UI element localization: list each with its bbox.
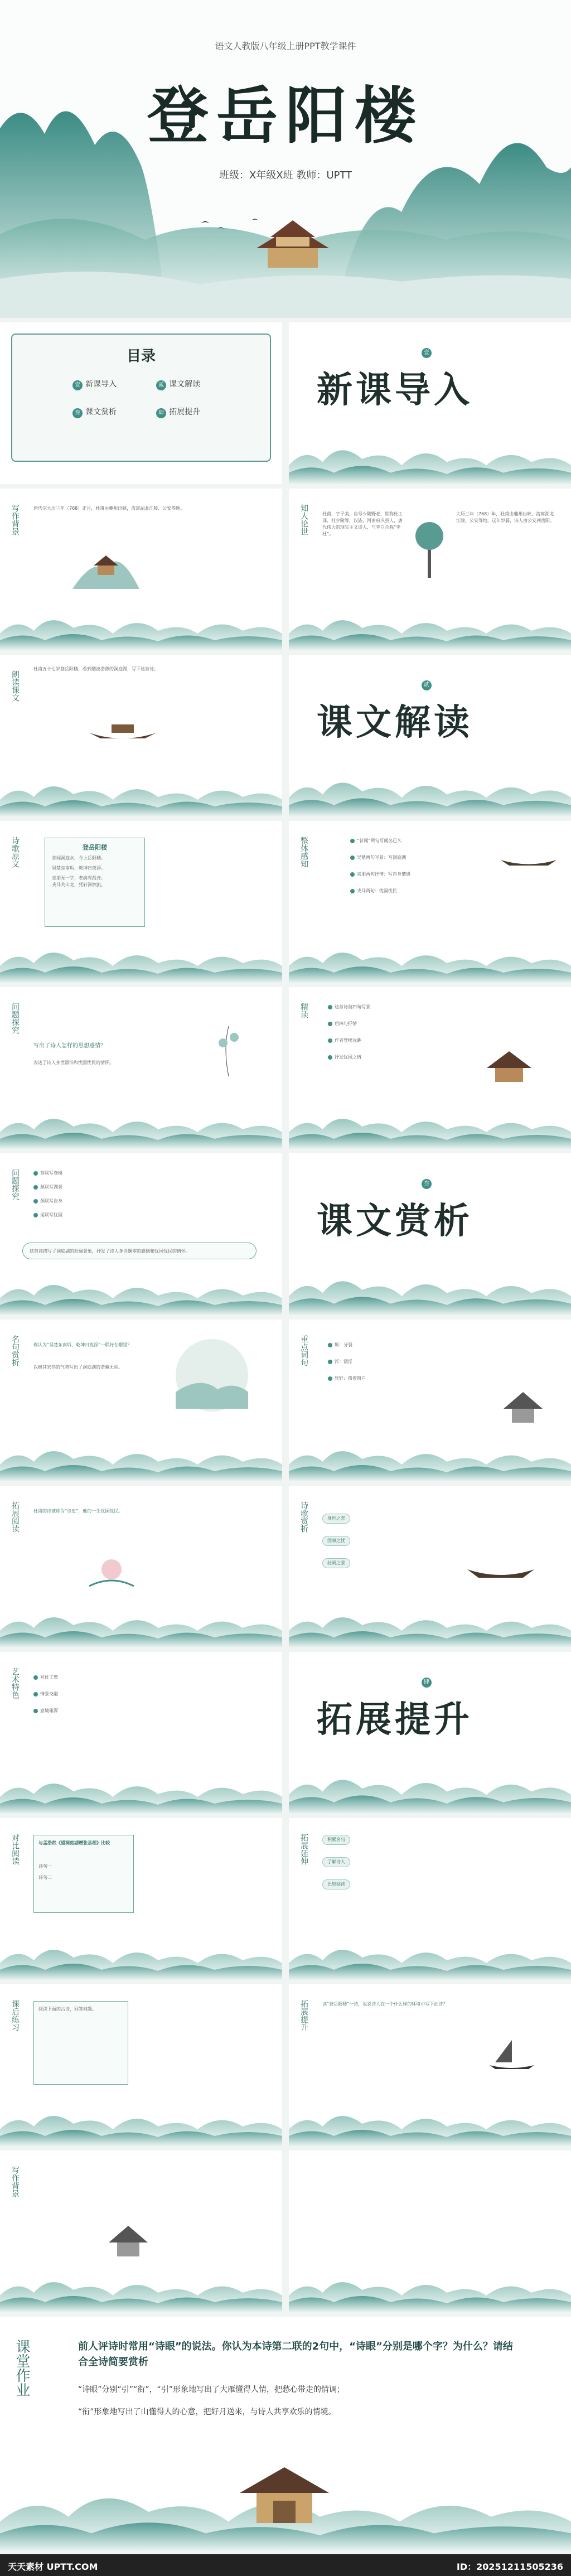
key-sentences-slide[interactable] <box>0 1320 282 1481</box>
compare-heading: 与孟浩然《望洞庭湖赠张丞相》比较 <box>38 1840 110 1845</box>
slide-label: 问题探究 <box>11 1169 20 1200</box>
mountain-decoration <box>289 1104 571 1149</box>
toc-item-3[interactable] <box>72 406 139 418</box>
extension-reading-slide[interactable] <box>0 1486 282 1647</box>
toc-item-2[interactable] <box>156 378 223 390</box>
mountain-decoration <box>0 1769 282 1814</box>
lyric-tag: 身世之悲 <box>322 1514 350 1524</box>
mountain-decoration <box>289 1437 571 1481</box>
moon-painting-icon <box>173 1336 251 1414</box>
compare-slide[interactable] <box>0 1652 282 1814</box>
toc-heading: 目录 <box>126 348 156 365</box>
toc-num: 壹 <box>72 380 83 390</box>
mountain-decoration <box>289 1763 571 1814</box>
writing-slide[interactable] <box>0 2150 282 2312</box>
perception-item: “昔闻”两句写闻名已久 <box>350 838 484 844</box>
toc-label: 课文赏析 <box>85 408 117 417</box>
extension-tag: 比较阅读 <box>322 1879 350 1889</box>
section-title: 课文赏析 <box>317 1200 473 1242</box>
extension-slide[interactable] <box>289 1818 571 1980</box>
mountain-decoration <box>0 1935 282 1980</box>
plant-icon <box>206 1021 251 1076</box>
question-text: 你认为“吴楚东南坼，乾坤日夜浮”一联好在哪里？ <box>33 1342 132 1347</box>
sailboat-icon <box>478 2034 545 2074</box>
boat-icon <box>467 1547 534 1586</box>
perception-item: 吴楚两句写景：写洞庭湖 <box>350 854 484 861</box>
compare-reading-slide[interactable] <box>0 1818 282 1980</box>
slide-label: 写作背景 <box>11 2166 20 2197</box>
footer-site: 天天素材 UPTT.COM <box>8 2561 98 2572</box>
slide-label: 整体感知 <box>299 837 308 868</box>
tree-icon <box>413 511 446 578</box>
poem-heading: 登岳阳楼 <box>83 844 107 851</box>
section-num-badge: 肆 <box>422 1678 432 1688</box>
section-number <box>422 346 432 358</box>
pavilion-painting-icon <box>84 2217 173 2268</box>
poem-box <box>45 838 145 927</box>
toc-label: 拓展提升 <box>169 408 201 417</box>
homework-slide[interactable] <box>0 2317 571 2551</box>
key-words-slide[interactable] <box>289 1320 571 1481</box>
mountain-decoration <box>0 938 282 983</box>
analysis-slide[interactable] <box>289 987 571 1149</box>
homework-question: 前人评诗时常用“诗眼”的说法。你认为本诗第二联的2句中，“诗眼”分别是哪个字？为什么？请结合全诗简要赏析 <box>78 2341 513 2368</box>
poem-line: 吴楚东南坼，乾坤日夜浮。 <box>52 866 105 871</box>
slide-label: 诗歌原文 <box>11 837 20 868</box>
lyric-slide[interactable] <box>289 1486 571 1647</box>
section-number <box>422 678 432 690</box>
analysis-item: 抒发忧国之情 <box>328 1054 473 1061</box>
mountain-decoration <box>0 1104 282 1149</box>
mountain-decoration <box>289 434 571 484</box>
question-2-slide[interactable] <box>0 1153 282 1315</box>
section-title: 新课导入 <box>317 369 473 411</box>
compare-item: 诗句一 <box>38 1864 52 1869</box>
section-title: 拓展提升 <box>317 1699 473 1741</box>
toc-label: 课文解读 <box>169 380 201 389</box>
slide-label: 拓展阅读 <box>11 1501 20 1533</box>
slide-label: 拓展提升 <box>299 2000 308 2031</box>
analysis-item: 这首诗前四句写景 <box>328 1004 473 1011</box>
pavilion-painting-icon <box>72 533 139 589</box>
slide-text: 唐代宗大历三年（768）正月，杜甫由夔州出峡，流寓湖北江陵、公安等地。 <box>33 506 185 511</box>
explore-question: 读“登岳阳楼”一诗，说说诗人在一个什么样的环境中写下此诗？ <box>322 2002 448 2007</box>
toc-slide[interactable] <box>0 322 282 484</box>
poem-slide[interactable] <box>0 821 282 983</box>
practice-text: 阅读下面的古诗，回答问题。 <box>38 2007 96 2012</box>
blank-decor-slide <box>289 2150 571 2312</box>
section-num-badge: 贰 <box>422 680 432 690</box>
slide-label: 拓展延伸 <box>299 1834 308 1865</box>
slide-label: 朗读课文 <box>11 670 20 702</box>
cover-title: 登岳阳楼 <box>147 80 424 152</box>
toc-num: 肆 <box>156 408 166 418</box>
homework-answer-1: “诗眼”分别“引”“衔”，“引”形象地写出了大雁懂得人情，把愁心带走的情调； <box>78 2385 345 2394</box>
footer-id: ID：20251211505236 <box>456 2561 563 2572</box>
slide-label: 写作背景 <box>11 504 20 535</box>
boat-icon <box>89 711 156 744</box>
toc-num: 叁 <box>72 408 83 418</box>
slide-label: 精读 <box>299 1003 308 1018</box>
lotus-icon <box>78 1547 145 1592</box>
key-item: 坼：分裂 <box>328 1342 484 1349</box>
mountain-decoration <box>289 2101 571 2146</box>
slide-text-2: 大历三年（768）年，杜甫由夔州出峡，流寓湖北江陵、公安等地。这年岁暮，诗人由公安到岳阳。 <box>456 511 554 523</box>
q2-item: 颈联写自身 <box>33 1198 123 1205</box>
mountain-decoration <box>289 1935 571 1980</box>
extension-tag: 了解诗人 <box>322 1857 350 1867</box>
slide-label: 名句赏析 <box>11 1335 20 1366</box>
answer-text: 表达了诗人身世漂泊和忧国忧民的情怀。 <box>33 1060 114 1065</box>
toc-label: 新课导入 <box>85 380 117 389</box>
mountain-decoration <box>0 2268 282 2312</box>
slide-label: 诗歌赏析 <box>299 1501 308 1533</box>
mountain-decoration <box>289 766 571 816</box>
cover-subtitle: 语文人教版八年级上册PPT教学课件 <box>215 41 356 51</box>
mountain-decoration <box>0 2101 282 2146</box>
slide-text: 杜甫五十七岁登岳阳楼，看到烟波浩渺的洞庭湖，写下这首诗。 <box>33 666 158 671</box>
explore-slide[interactable] <box>289 1984 571 2146</box>
homework-label: 课堂作业 <box>13 2339 30 2397</box>
section-title: 课文解读 <box>317 702 473 743</box>
cover-slide[interactable] <box>0 0 571 318</box>
mountain-decoration <box>289 606 571 650</box>
mountain-decoration <box>0 1437 282 1481</box>
analysis-item: 后四句抒情 <box>328 1021 473 1027</box>
perception-item: 戎马两句：忧国忧民 <box>350 888 484 895</box>
mountain-decoration <box>289 2268 571 2312</box>
section-1-slide[interactable] <box>289 322 571 484</box>
homework-answer-2: “衔”形象地写出了山懂得人的心意，把好月送来，与诗人共享欢乐的情境。 <box>78 2408 336 2416</box>
q2-item: 颔联写湖景 <box>33 1184 123 1191</box>
poem-line: 昔闻洞庭水，今上岳阳楼。 <box>52 856 105 861</box>
question-slide[interactable] <box>0 987 282 1149</box>
section-num-badge: 壹 <box>422 348 432 358</box>
pavilion-icon <box>223 2456 346 2529</box>
mountain-decoration <box>0 772 282 816</box>
section-2-slide[interactable] <box>289 655 571 816</box>
slide-label: 对比阅读 <box>11 1834 20 1865</box>
perception-item: 亲朋两句抒情：写自身遭遇 <box>350 871 484 878</box>
read-text-slide[interactable] <box>0 655 282 816</box>
pavilion-icon <box>495 1381 551 1431</box>
poem-line: 亲朋无一字，老病有孤舟。 <box>52 876 105 881</box>
lyric-tag: 国事之忧 <box>322 1536 350 1546</box>
q2-item: 首联写登楼 <box>33 1170 123 1177</box>
mountain-decoration <box>289 1265 571 1315</box>
cover-info: 班级：X年级X班 教师：UPTT <box>219 170 352 181</box>
key-item: 凭轩：倚着窗户 <box>328 1375 484 1382</box>
toc-item-1[interactable] <box>72 378 139 390</box>
mountain-decoration <box>0 1603 282 1647</box>
compare-item: 诗句二 <box>38 1875 52 1880</box>
overall-perception-slide[interactable] <box>289 821 571 983</box>
boat-icon <box>501 843 557 871</box>
mountain-decoration <box>289 1603 571 1647</box>
slide-text: 杜甫，字子美，自号少陵野老，世称杜工部、杜少陵等，汉族，河南府巩县人，唐代伟大的现实主义诗人，与李白合称“李杜”。 <box>322 511 403 537</box>
question-text: 写出了诗人怎样的思想感情？ <box>33 1043 106 1049</box>
slide-label: 知人论世 <box>299 504 308 535</box>
key-item: 浮：漂浮 <box>328 1359 484 1365</box>
slide-label: 课后练习 <box>11 2000 20 2031</box>
lyric-tag: 壮阔之景 <box>322 1558 350 1568</box>
extension-tag: 积累名句 <box>322 1835 350 1845</box>
section-number <box>422 1177 432 1189</box>
practice-slide[interactable] <box>0 1984 282 2146</box>
know-author-slide[interactable] <box>289 489 571 650</box>
practice-box <box>33 2001 128 2085</box>
toc-num: 贰 <box>156 380 166 390</box>
section-num-badge: 叁 <box>422 1179 432 1189</box>
style-item: 情景交融 <box>33 1691 123 1698</box>
analysis-item: 作者登楼远眺 <box>328 1037 473 1044</box>
slide-label: 艺术特色 <box>11 1668 20 1699</box>
slide-label: 问题探究 <box>11 1003 20 1034</box>
writing-background-slide[interactable] <box>0 489 282 650</box>
section-3-slide[interactable] <box>289 1153 571 1315</box>
poem-line: 戎马关山北，凭轩涕泗流。 <box>52 882 105 887</box>
slide-label: 重点词句 <box>299 1335 308 1366</box>
style-item: 意境雄浑 <box>33 1708 123 1714</box>
pavilion-icon <box>478 1043 540 1088</box>
theme-box <box>22 1243 257 1259</box>
section-4-slide[interactable] <box>289 1652 571 1814</box>
answer-text: 以极其宏伟的气势写出了洞庭湖的浩瀚无际。 <box>33 1365 123 1370</box>
compare-box <box>33 1835 134 1913</box>
style-item: 对仗工整 <box>33 1674 123 1681</box>
theme-text: 这首诗描写了洞庭湖的壮阔景象，抒发了诗人身世飘零的感慨和忧国忧民的情怀。 <box>30 1249 190 1254</box>
section-number <box>422 1675 432 1688</box>
toc-item-4[interactable] <box>156 406 223 418</box>
q2-item: 尾联写忧国 <box>33 1212 123 1219</box>
footer-bar <box>0 2554 571 2576</box>
extension-text: 杜甫的诗被称为“诗史”，他的一生忧国忧民。 <box>33 1509 123 1514</box>
mountain-decoration <box>0 1270 282 1315</box>
mountain-decoration <box>0 606 282 650</box>
mountain-decoration <box>289 938 571 983</box>
